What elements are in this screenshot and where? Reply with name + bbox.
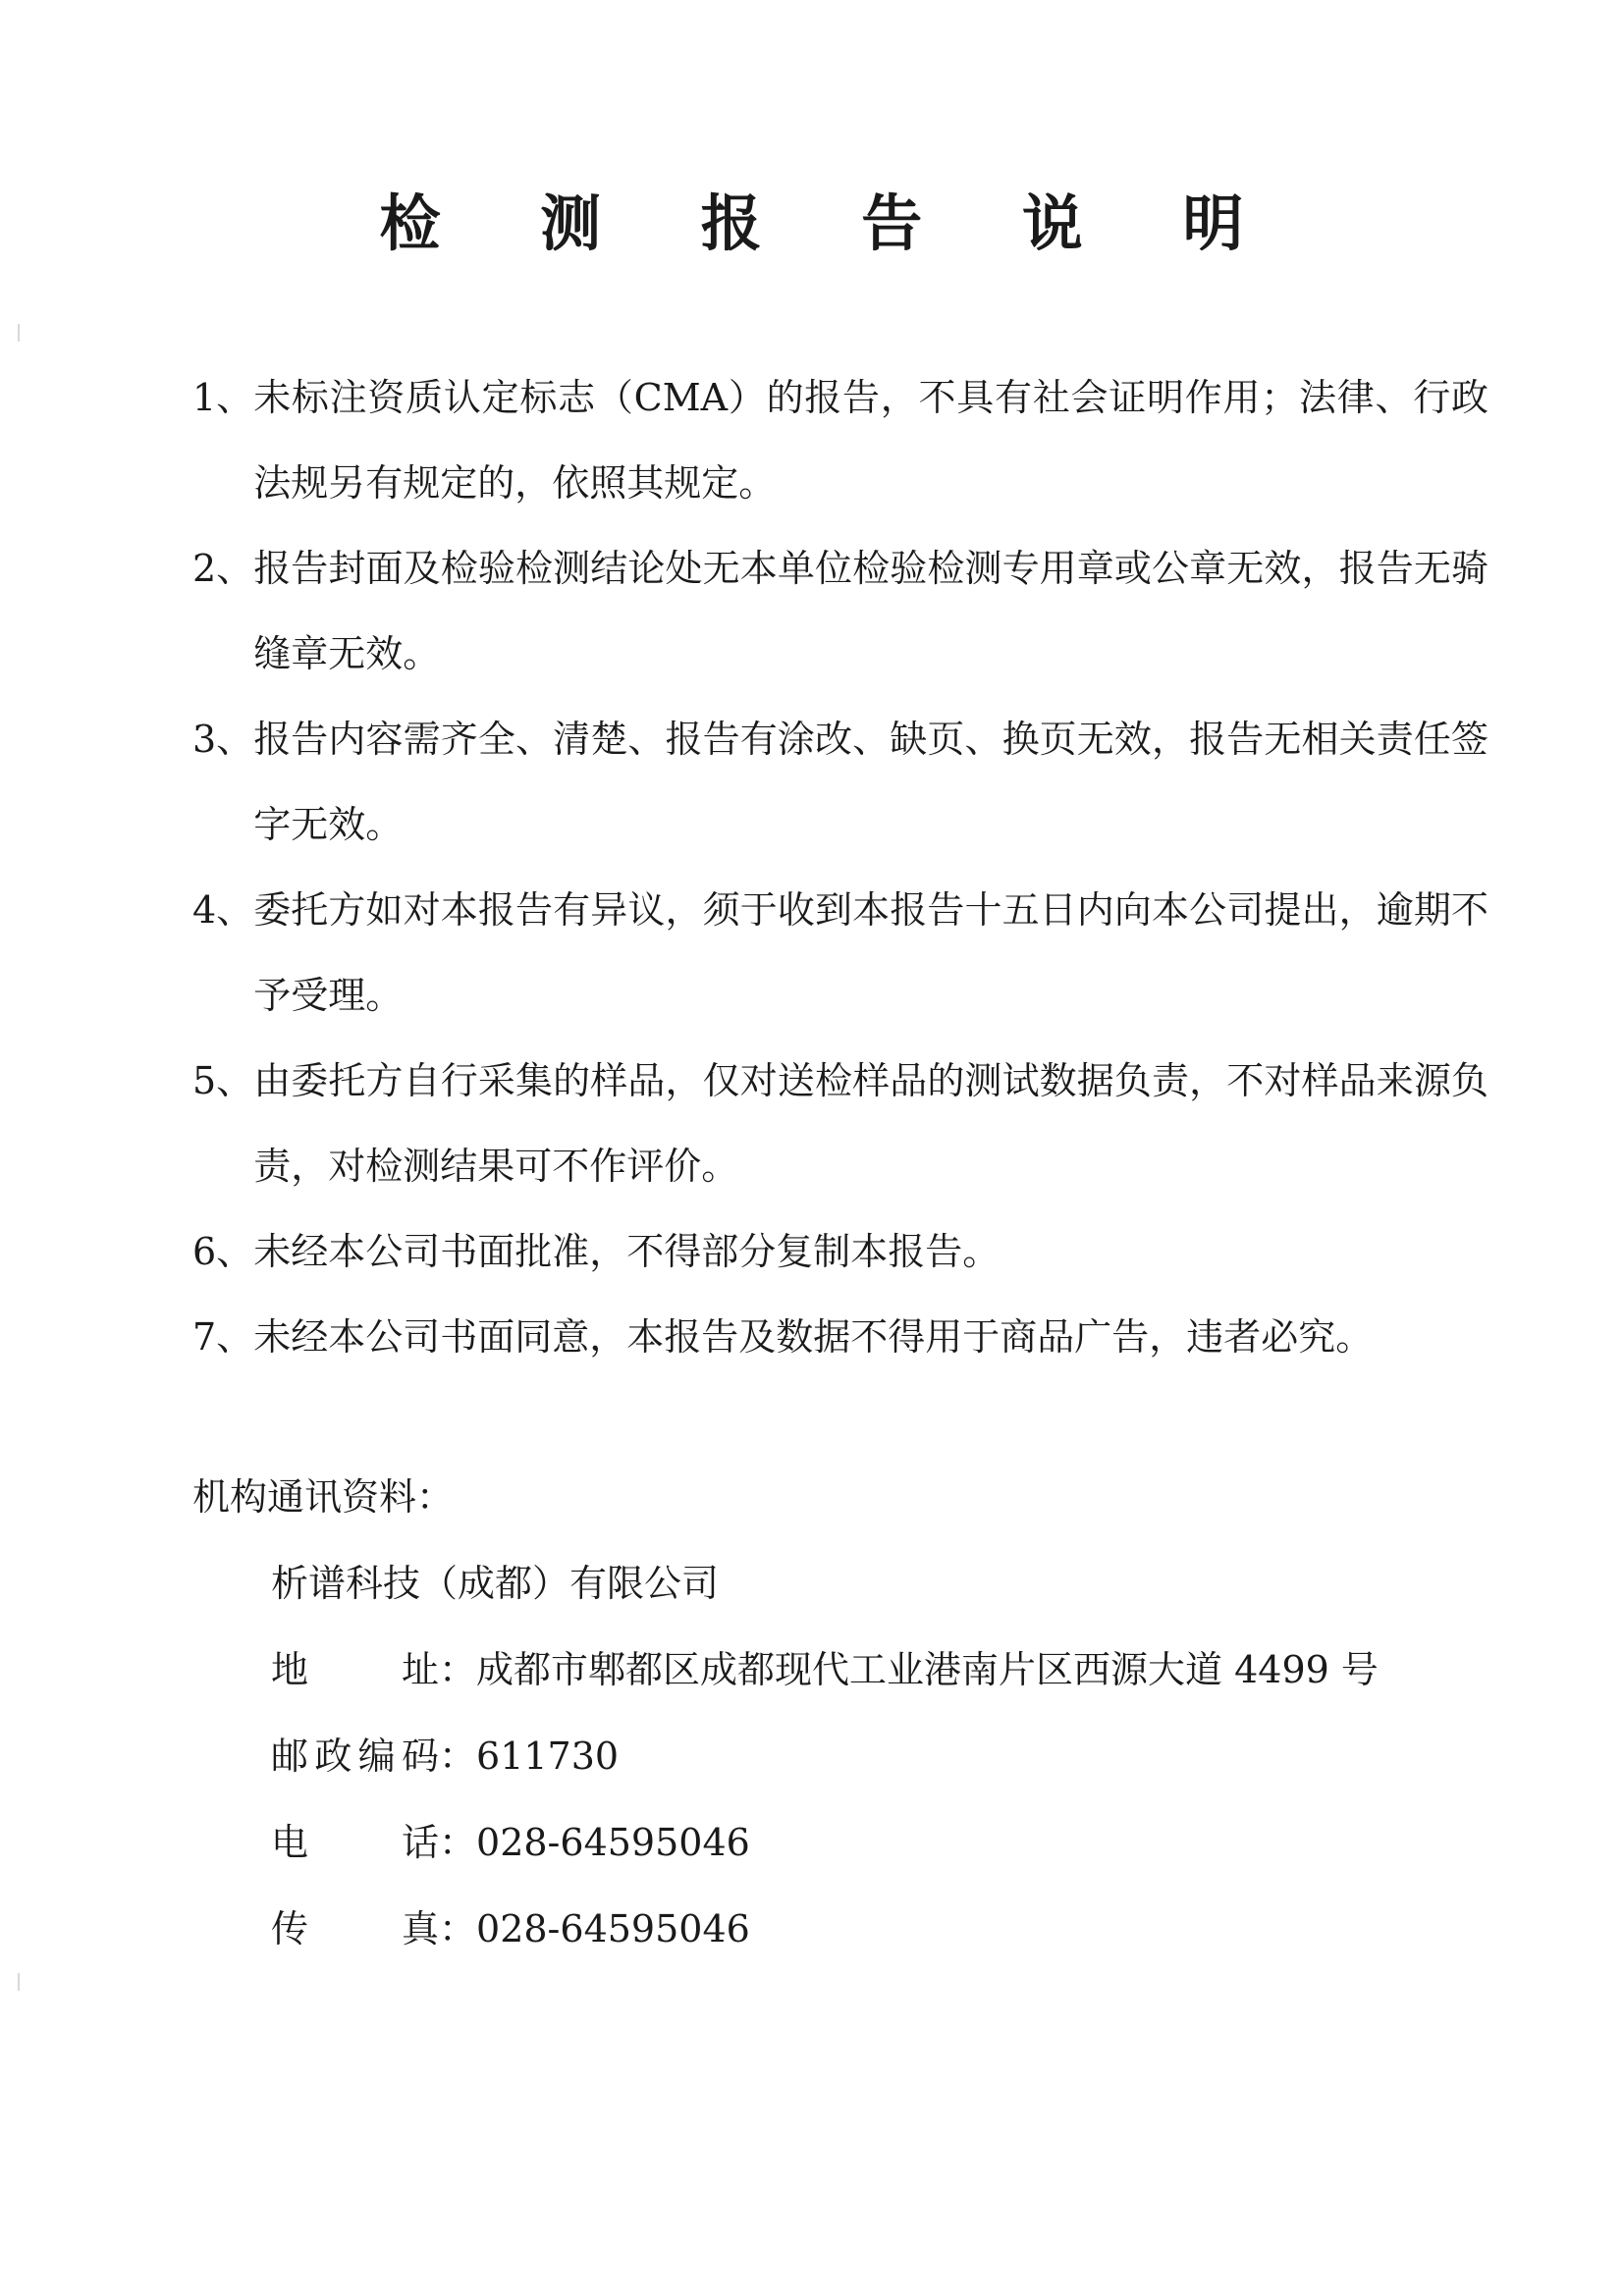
address-row [271,1642,1379,1697]
phone-row [271,1815,750,1870]
note-text: 由委托方自行采集的样品，仅对送检样品的测试数据负责，不对样品来源负责，对检测结果可不作评价。 [253,1059,1488,1188]
note-text: 报告内容需齐全、清楚、报告有涂改、缺页、换页无效，报告无相关责任签字无效。 [253,718,1488,846]
phone-label: 电 话 [271,1821,439,1864]
note-item-4 [192,868,1488,1039]
company-name: 析谱科技（成都）有限公司 [271,1562,720,1605]
fax-colon: ： [439,1907,477,1950]
note-item-2 [192,526,1488,697]
note-item-7 [192,1295,1488,1380]
postcode-row [271,1729,619,1784]
address-value: 成都市郫都区成都现代工业港南片区西源大道 4499 号 [476,1648,1379,1691]
note-text: 未经本公司书面批准，不得部分复制本报告。 [253,1230,1001,1273]
note-text: 未经本公司书面同意，本报告及数据不得用于商品广告，违者必究。 [253,1315,1374,1359]
address-label: 地 址 [271,1648,439,1691]
postcode-colon: ： [439,1735,477,1778]
fax-row [271,1901,750,1956]
note-number: 6、 [192,1230,254,1273]
phone-value: 028-64595046 [476,1821,750,1864]
note-number: 5、 [192,1059,254,1102]
note-text: 未标注资质认定标志（CMA）的报告，不具有社会证明作用；法律、行政法规另有规定的，依照其规定。 [253,376,1488,505]
note-number: 7、 [192,1315,254,1359]
page-title: 检 测 报 告 说 明 [379,187,1283,259]
note-text: 委托方如对本报告有异议，须于收到本报告十五日内向本公司提出，逾期不予受理。 [253,888,1488,1017]
postcode-value: 611730 [476,1735,620,1778]
note-number: 3、 [192,718,254,761]
note-number: 2、 [192,547,254,590]
address-colon: ： [439,1648,477,1691]
fax-value: 028-64595046 [476,1907,750,1950]
fax-label: 传 真 [271,1907,439,1950]
note-item-1 [192,355,1488,526]
note-item-6 [192,1209,1488,1295]
scan-edge-mark [18,1973,20,1991]
contact-heading: 机构通讯资料： [192,1475,455,1519]
note-item-3 [192,697,1488,868]
note-item-5 [192,1039,1488,1209]
phone-colon: ： [439,1821,477,1864]
postcode-label: 邮政编码 [271,1735,439,1778]
notes-list [192,355,1488,1380]
note-number: 1、 [192,376,254,419]
note-text: 报告封面及检验检测结论处无本单位检验检测专用章或公章无效，报告无骑缝章无效。 [253,547,1488,675]
scan-edge-mark [18,324,20,342]
note-number: 4、 [192,888,254,932]
